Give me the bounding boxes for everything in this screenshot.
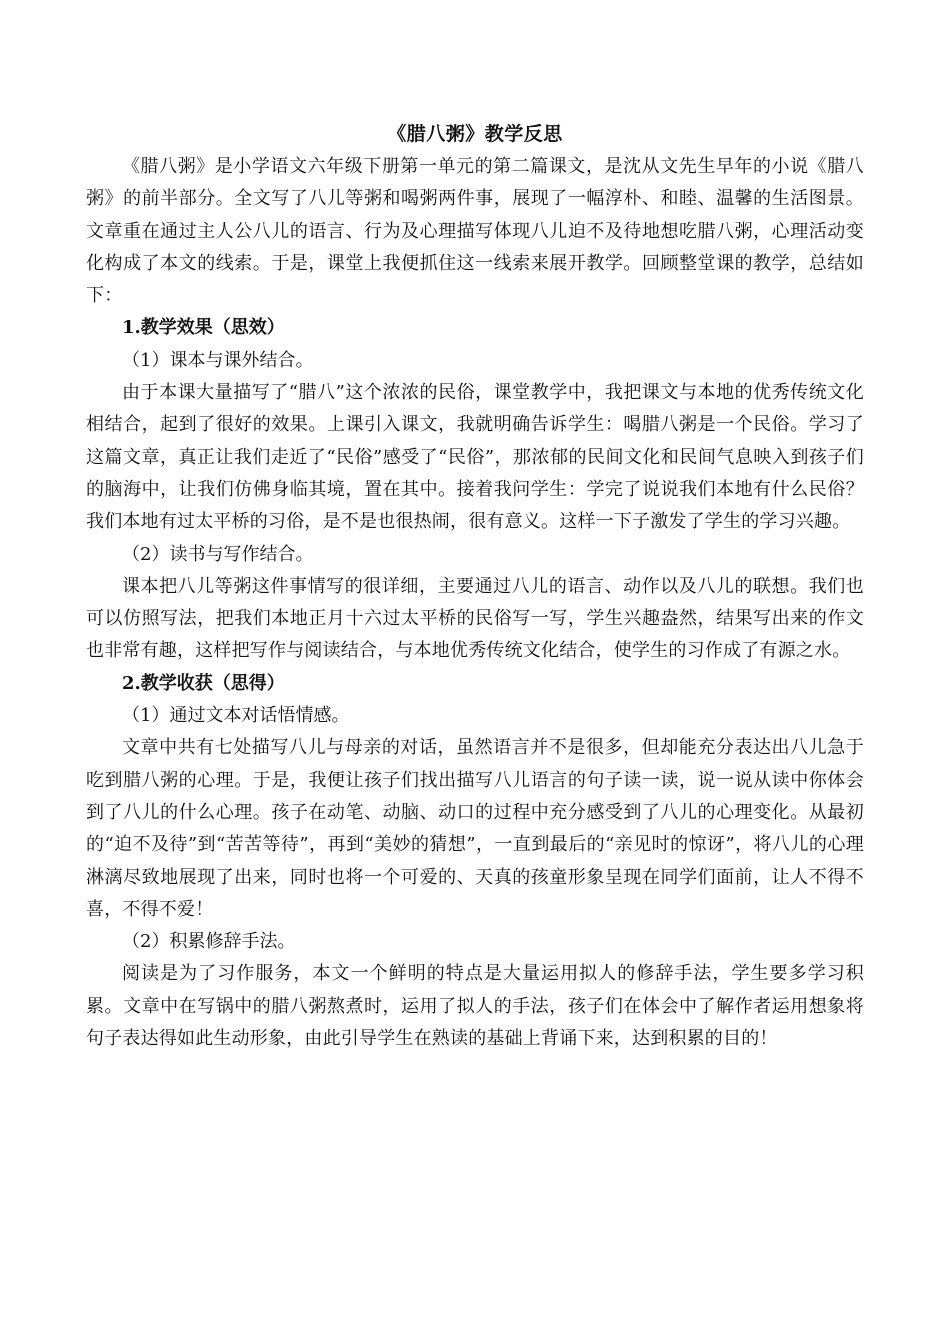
section-2-item-1-text: 文章中共有七处描写八儿与母亲的对话，虽然语言并不是很多，但却能充分表达出八儿急于吃到腊八粥的心理。于是，我便让孩子们找出描写八儿语言的句子读一读，说一说从读中你体会到了八儿的什么心理。孩子在动笔、动脑、动口的过程中充分感受到了八儿的心理变化。从最初的“迫不及待”到“苦苦等待”，再到“美妙的猜想”，一直到最后的“亲见时的惊讶”，将八儿的心理淋漓尽致地展现了出来，同时也将一个可爱的、天真的孩童形象呈现在同学们面前，让人不得不喜，不得不爱！ [86, 737, 864, 920]
section-1-item-2-text: 课本把八儿等粥这件事情写的很详细，主要通过八儿的语言、动作以及八儿的联想。我们也可以仿照写法，把我们本地正月十六过太平桥的民俗写一写，学生兴趣盎然，结果写出来的作文也非常有趣，这样把写作与阅读结合，与本地优秀传统文化结合，使学生的习作成了有源之水。 [86, 575, 864, 662]
section-1-heading: 1.教学效果（思效） [122, 317, 285, 339]
section-2-item-2-title: （2）积累修辞手法。 [122, 931, 296, 953]
intro-paragraph: 《腊八粥》是小学语文六年级下册第一单元的第二篇课文，是沈从文先生早年的小说《腊八粥》的前半部分。全文写了八儿等粥和喝粥两件事，展现了一幅淳朴、和睦、温馨的生活图景。文章重在通过主人公八儿的语言、行为及心理描写体现八儿迫不及待地想吃腊八粥，心理活动变化构成了本文的线索。于是，课堂上我便抓住这一线索来展开教学。回顾整堂课的教学，总结如下： [86, 156, 864, 307]
section-1-item-1-title: （1）课本与课外结合。 [122, 349, 314, 371]
section-1-item-1-text: 由于本课大量描写了“腊八”这个浓浓的民俗，课堂教学中，我把课文与本地的优秀传统文化相结合，起到了很好的效果。上课引入课文，我就明确告诉学生：喝腊八粥是一个民俗。学习了这篇文章，真正让我们走近了“民俗”感受了“民俗”，那浓郁的民间文化和民间气息映入到孩子们的脑海中，让我们仿佛身临其境，置在其中。接着我问学生：学完了说说我们本地有什么民俗？我们本地有过太平桥的习俗，是不是也很热闹，很有意义。这样一下子激发了学生的学习兴趣。 [86, 382, 864, 533]
document-title: 《腊八粥》教学反思 [387, 123, 563, 145]
section-1-item-2-title: （2）读书与写作结合。 [122, 543, 314, 565]
section-2-item-2-text: 阅读是为了习作服务，本文一个鲜明的特点是大量运用拟人的修辞手法，学生要多学习积累。文章中在写锅中的腊八粥熬煮时，运用了拟人的手法，孩子们在体会中了解作者运用想象将句子表达得如此生动形象，由此引导学生在熟读的基础上背诵下来，达到积累的目的！ [86, 963, 864, 1050]
section-2-item-1-title: （1）通过文本对话悟情感。 [122, 705, 350, 727]
section-2-heading: 2.教学收获（思得） [122, 672, 285, 694]
document-body [86, 118, 864, 1055]
